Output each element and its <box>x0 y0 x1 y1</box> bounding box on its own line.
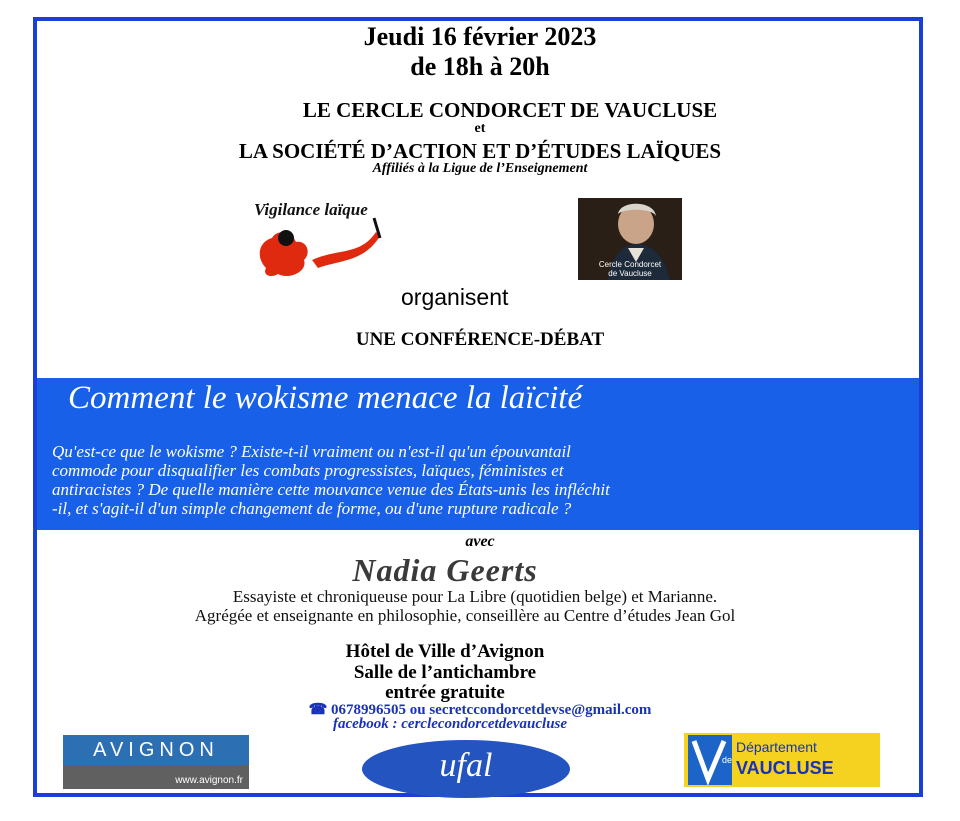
event-type: UNE CONFÉRENCE-DÉBAT <box>355 329 605 350</box>
vigilance-laique-logo <box>248 198 390 280</box>
description-line: antiracistes ? De quelle manière cette mouvance venue des États-unis les infléchit <box>52 480 610 499</box>
description-line: commode pour disqualifier les combats progressistes, laïques, féministes et <box>52 461 564 480</box>
departement-vaucluse-logo <box>684 733 880 787</box>
portrait-caption <box>578 260 682 278</box>
description-line: -il, et s'agit-il d'un simple changement de forme, ou d'une rupture radicale ? <box>52 499 572 518</box>
portrait-caption-line-1: Cercle Condorcet <box>598 260 662 269</box>
vaucluse-label: VAUCLUSE <box>736 758 834 778</box>
organizer-2: LA SOCIÉTÉ D’ACTION ET D’ÉTUDES LAÏQUES <box>238 139 722 163</box>
contact-details[interactable]: 0678996505 ou secretccondorcetdevse@gmail.com <box>331 702 652 718</box>
time-line: de 18h à 20h <box>410 52 550 81</box>
talk-title: Comment le wokisme menace la laïcité <box>68 380 583 416</box>
entry-info: entrée gratuite <box>385 682 505 703</box>
organizer-conjunction: et <box>474 121 486 136</box>
talk-description <box>52 442 912 518</box>
description-line: Qu'est-ce que le wokisme ? Existe-t-il vraiment ou n'est-il qu'un épouvantail <box>52 442 571 461</box>
date-line: Jeudi 16 février 2023 <box>363 22 597 51</box>
organisent-text: organisent <box>401 284 509 310</box>
avec-label: avec <box>465 533 495 550</box>
telephone-icon: ☎ <box>308 702 328 718</box>
event-date <box>0 22 960 82</box>
ufal-logo-text: ufal <box>439 747 493 784</box>
avignon-logo <box>63 735 249 789</box>
speaker-name: Nadia Geerts <box>352 552 538 588</box>
ufal-logo <box>360 738 572 800</box>
avignon-logo-url: www.avignon.fr <box>175 775 243 786</box>
speaker-bio-line-2: Agrégée et enseignante en philosophie, conseillère au Centre d’études Jean Gol <box>194 606 736 625</box>
departement-label: Département <box>736 739 817 755</box>
speaker-bio-line-1: Essayiste et chroniqueuse pour La Libre (quotidien belge) et Marianne. <box>232 587 718 606</box>
avignon-logo-word: AVIGNON <box>93 739 219 761</box>
venue-building: Hôtel de Ville d’Avignon <box>345 641 545 662</box>
facebook-link[interactable]: facebook : cerclecondorcetdevaucluse <box>332 716 568 732</box>
departement-de: de <box>722 755 733 765</box>
venue-room: Salle de l’antichambre <box>353 662 537 683</box>
vigilance-logo-text: Vigilance laïque <box>254 200 368 219</box>
organizer-1: LE CERCLE CONDORCET DE VAUCLUSE <box>302 98 718 122</box>
condorcet-portrait-logo <box>578 198 682 280</box>
portrait-caption-line-2: de Vaucluse <box>608 269 652 278</box>
affiliation: Affiliés à la Ligue de l’Enseignement <box>372 161 588 176</box>
